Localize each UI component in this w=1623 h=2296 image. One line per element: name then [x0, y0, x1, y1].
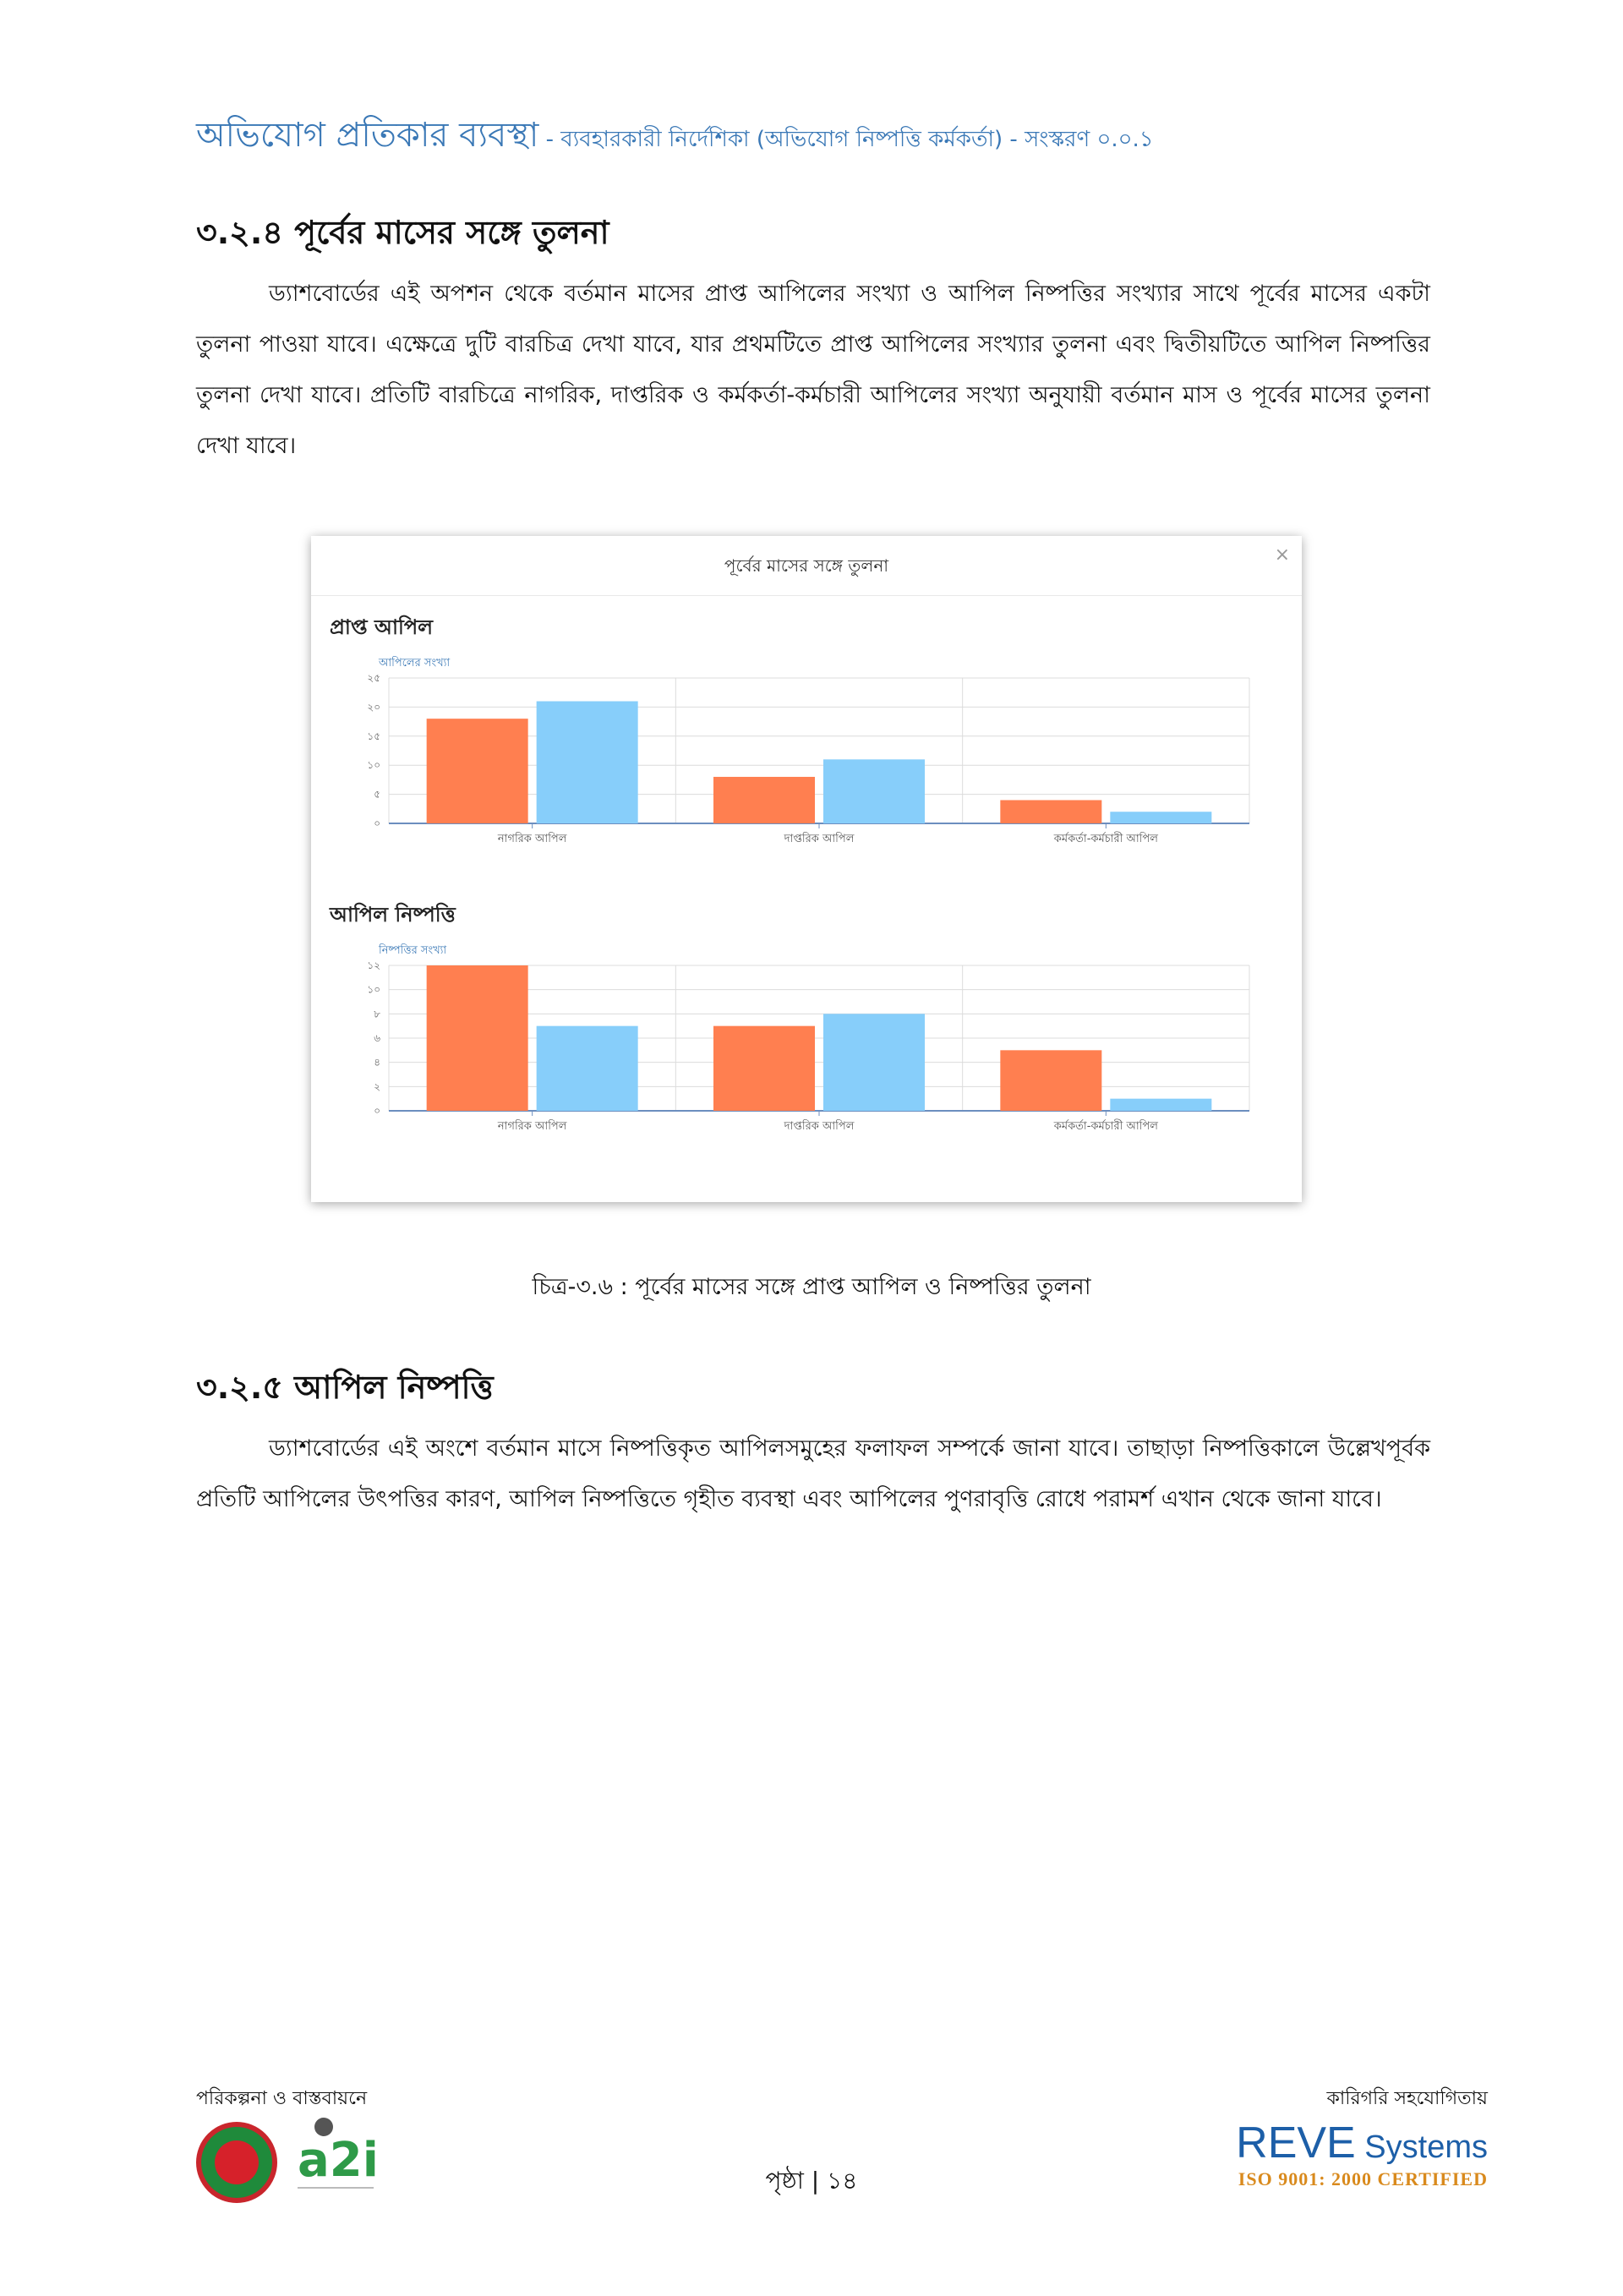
page-number: পৃষ্ঠা | ১৪: [765, 2167, 858, 2195]
section-paragraph-resolution-text: ড্যাশবোর্ডের এই অংশে বর্তমান মাসে নিষ্পত্তিকৃত আপিলসমুহের ফলাফল সম্পর্কে জানা যাবে। তাছাড়া নিষ্পত্তিকালে উল্লেখপূর্বক প্রতিটি আপিলের উৎপত্তির কারণ, আপিল নিষ্পত্তিতে গৃহীত ব্যবস্থা এবং আপিলের পুণরাবৃত্তি রোধে পরামর্শ এখান থেকে জানা যাবে।: [196, 1435, 1430, 1512]
x-tick-label: কর্মকর্তা-কর্মচারী আপিল: [1053, 1120, 1158, 1133]
x-tick-label: নাগরিক আপিল: [497, 833, 567, 845]
y-tick-label: ৪: [374, 1056, 380, 1069]
y-tick-label: ১০: [367, 983, 380, 996]
x-tick-label: নাগরিক আপিল: [497, 1120, 567, 1133]
y-tick-label: ০: [374, 817, 380, 829]
figure-caption: চিত্র-৩.৬ : পূর্বের মাসের সঙ্গে প্রাপ্ত আপিল ও নিষ্পত্তির তুলনা: [532, 1274, 1091, 1300]
header-subtitle: - ব্যবহারকারী নির্দেশিকা (অভিযোগ নিষ্পত্তি কর্মকর্তা) - সংস্করণ ০.০.১: [538, 127, 1154, 152]
y-axis-label: আপিলের সংখ্যা: [379, 657, 451, 670]
bar-current-month: [1110, 1099, 1211, 1111]
y-tick-label: ২০: [367, 701, 380, 713]
bar-previous-month: [427, 719, 528, 823]
reve-logo-name: REVE: [1236, 2118, 1356, 2168]
bar-previous-month: [427, 965, 528, 1111]
bar-chart-received-appeals: [353, 654, 1283, 866]
bar-previous-month: [713, 777, 815, 823]
bar-previous-month: [713, 1026, 815, 1111]
x-tick-label: দাপ্তরিক আপিল: [784, 1120, 855, 1133]
section-heading-comparison: ৩.২.৪ পূর্বের মাসের সঙ্গে তুলনা: [196, 214, 609, 251]
y-tick-label: ৬: [374, 1032, 380, 1044]
chart-heading-resolved: আপিল নিষ্পত্তি: [330, 903, 456, 927]
y-tick-label: ৫: [374, 788, 380, 801]
bar-chart-resolved-appeals: [353, 942, 1283, 1153]
bar-current-month: [1110, 812, 1211, 823]
y-tick-label: ১৫: [367, 730, 380, 742]
bar-current-month: [823, 759, 925, 823]
chart-heading-received: প্রাপ্ত আপিল: [330, 615, 433, 639]
header-title: অভিযোগ প্রতিকার ব্যবস্থা: [196, 116, 539, 155]
bar-current-month: [537, 1026, 638, 1111]
y-tick-label: ১২: [367, 959, 380, 971]
reve-systems-logo: [1236, 2118, 1488, 2190]
figure-title: পূর্বের মাসের সঙ্গে তুলনা: [311, 536, 1302, 596]
bar-current-month: [537, 702, 638, 823]
section-paragraph-resolution: [196, 1424, 1430, 1525]
bar-previous-month: [1000, 1050, 1101, 1111]
bar-previous-month: [1000, 800, 1101, 823]
section-paragraph-comparison: [196, 269, 1430, 472]
reve-iso-certification: ISO 9001: 2000 CERTIFIED: [1238, 2168, 1488, 2189]
y-tick-label: ০: [374, 1105, 380, 1117]
y-tick-label: ১০: [367, 759, 380, 772]
x-tick-label: দাপ্তরিক আপিল: [784, 833, 855, 845]
footer-planning-label: পরিকল্পনা ও বাস্তবায়নে: [196, 2088, 368, 2109]
y-axis-label: নিষ্পত্তির সংখ্যা: [379, 944, 447, 957]
a2i-logo-text: a2i: [298, 2133, 379, 2188]
document-header: [196, 108, 1464, 165]
bar-current-month: [823, 1014, 925, 1111]
y-tick-label: ২: [374, 1080, 380, 1093]
y-tick-label: ২৫: [367, 672, 380, 684]
x-tick-label: কর্মকর্তা-কর্মচারী আপিল: [1053, 833, 1158, 845]
section-heading-resolution: ৩.২.৫ আপিল নিষ্পত্তি: [196, 1369, 494, 1406]
close-icon[interactable]: ×: [1274, 544, 1290, 566]
y-tick-label: ৮: [374, 1008, 380, 1020]
section-paragraph-comparison-text: ড্যাশবোর্ডের এই অপশন থেকে বর্তমান মাসের প্রাপ্ত আপিলের সংখ্যা ও আপিল নিষ্পত্তির সংখ্যার সাথে পূর্বের মাসের একটা তুলনা পাওয়া যাবে। এক্ষেত্রে দুটি বারচিত্র দেখা যাবে, যার প্রথমটিতে প্রাপ্ত আপিলের সংখ্যার তুলনা এবং দ্বিতীয়টিতে আপিল নিষ্পত্তির তুলনা দেখা যাবে। প্রতিটি বারচিত্রে নাগরিক, দাপ্তরিক ও কর্মকর্তা-কর্মচারী আপিলের সংখ্যা অনুযায়ী বর্তমান মাস ও পূর্বের মাসের তুলনা দেখা যাবে।: [196, 281, 1430, 459]
comparison-figure: [311, 536, 1302, 1202]
reve-logo-suffix: Systems: [1355, 2129, 1488, 2165]
footer-technical-label: কারিগরি সহযোগিতায়: [1326, 2088, 1488, 2109]
